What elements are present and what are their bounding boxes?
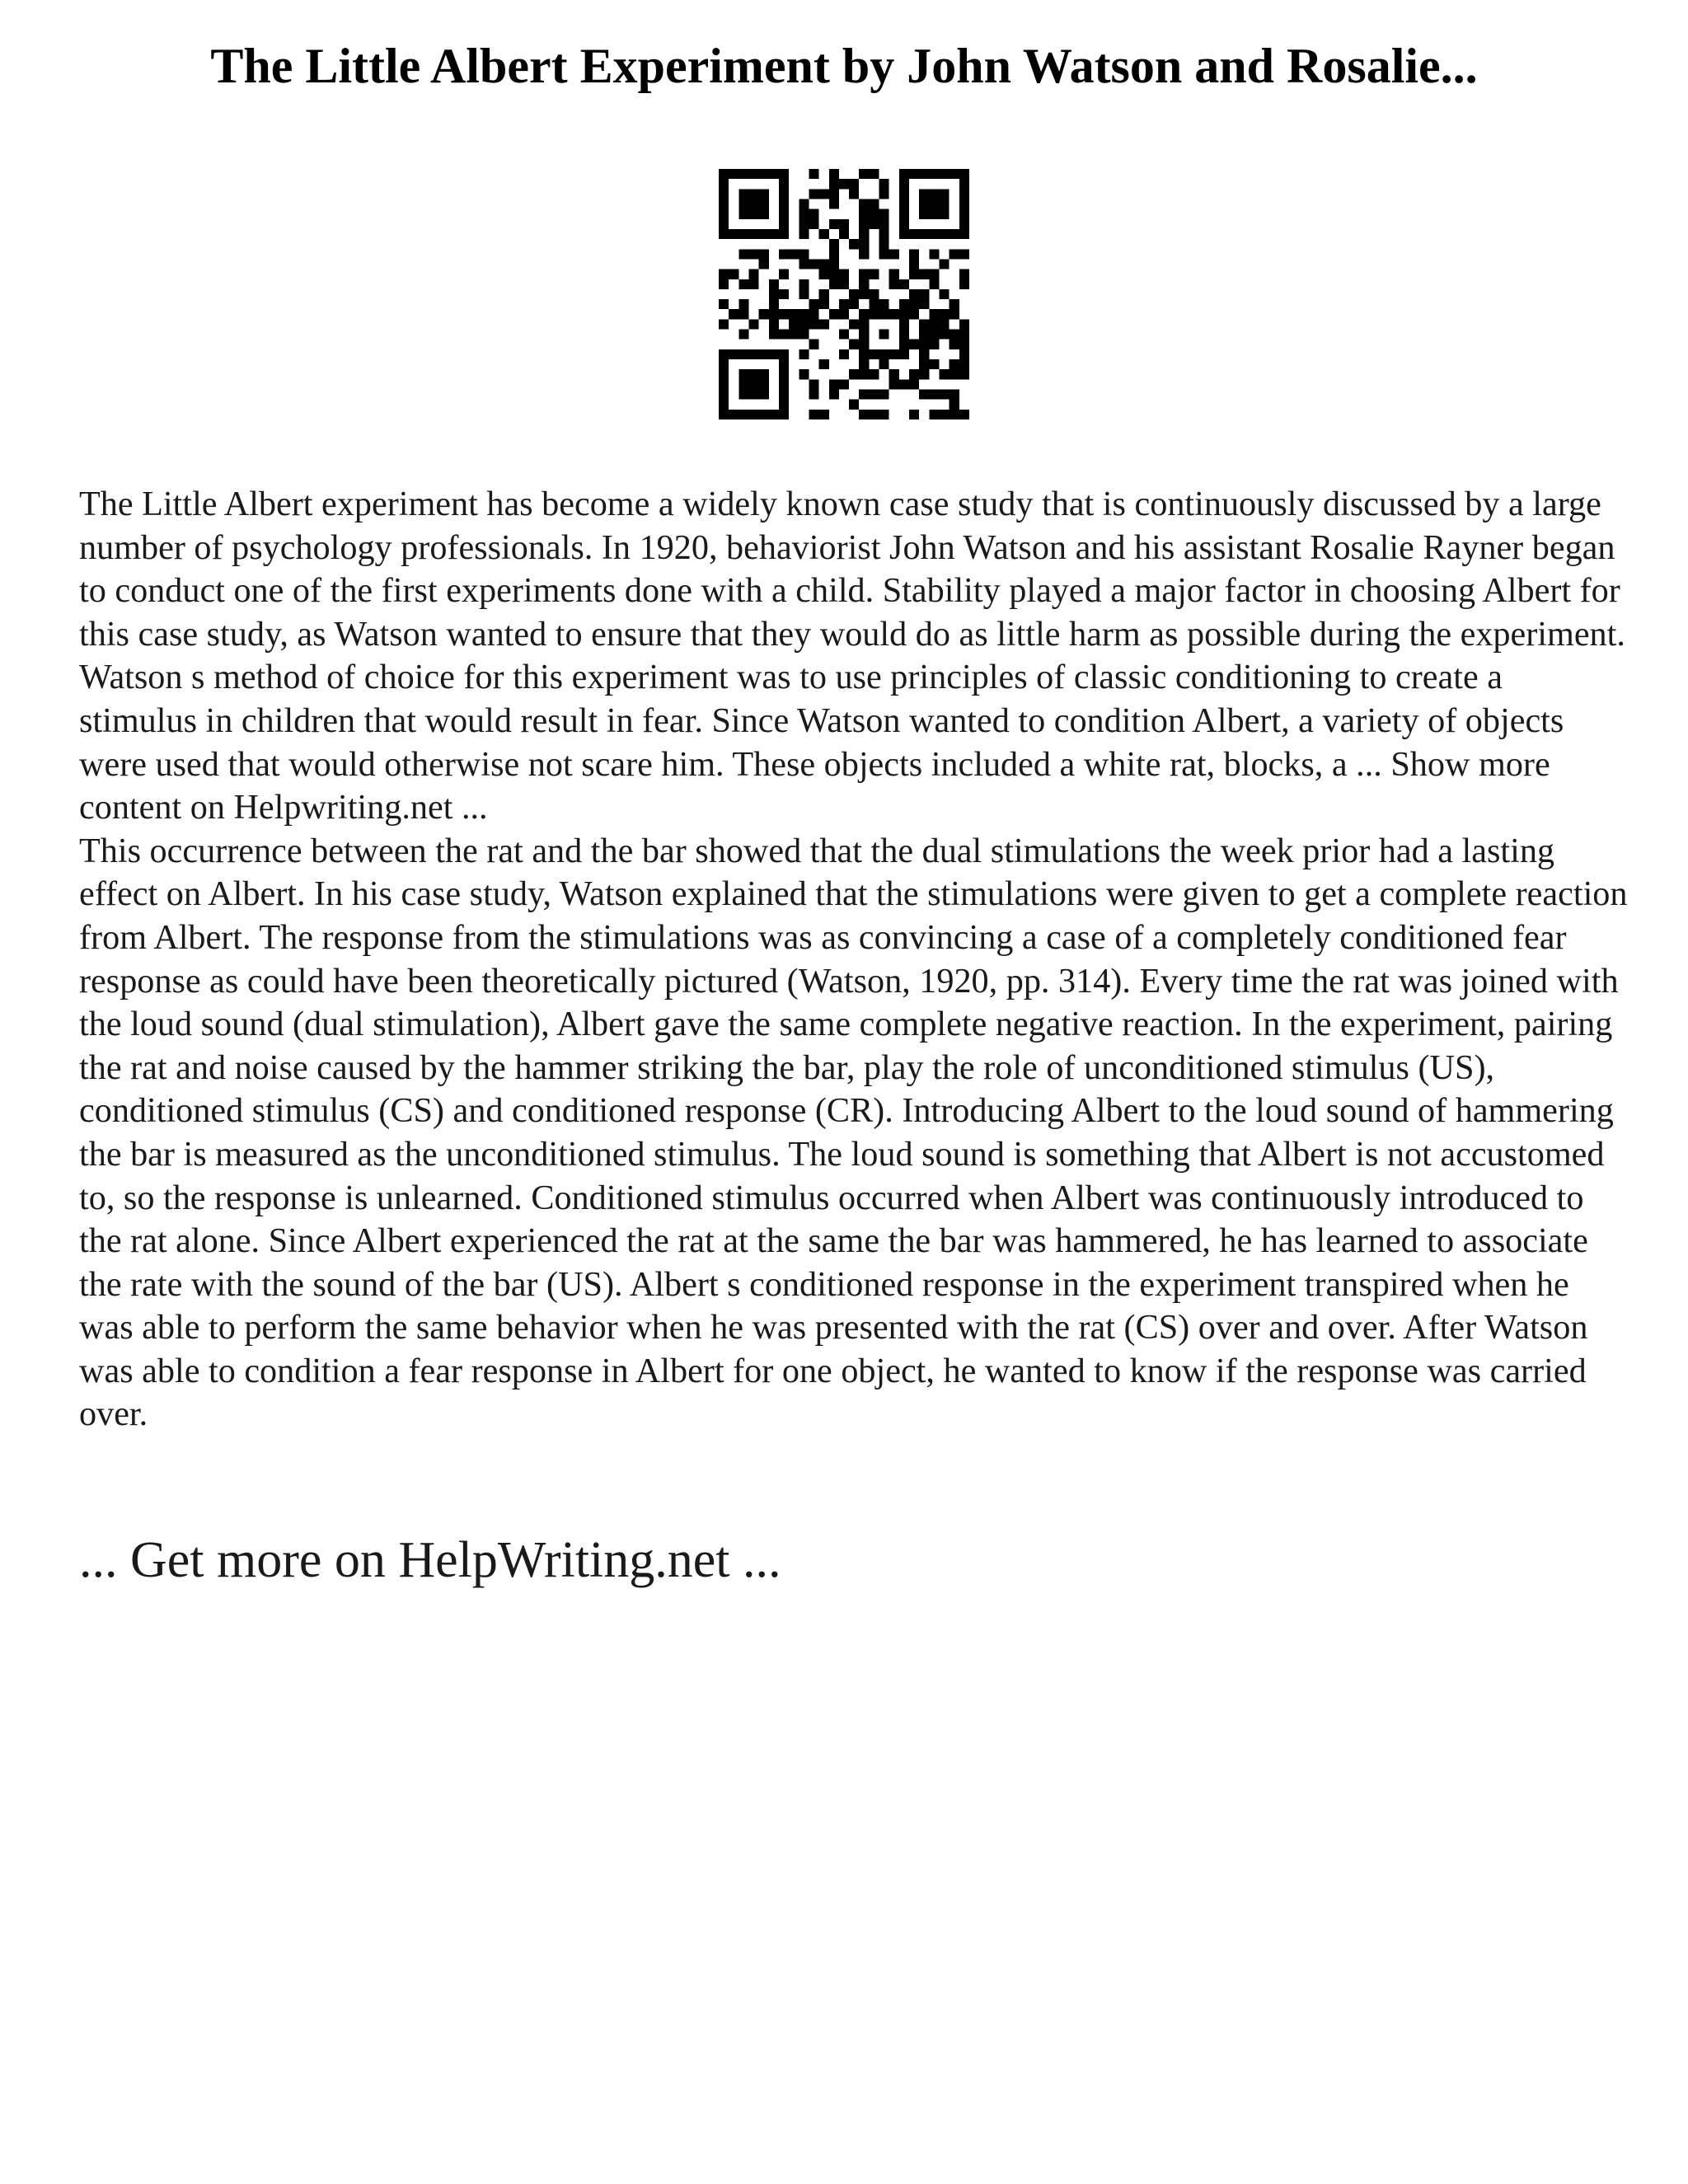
document-title: The Little Albert Experiment by John Watson and Rosalie... [210,39,1478,93]
article-paragraph: The Little Albert experiment has become a widely known case study that is continuously discussed by a large number of psychology professionals. In 1920, behaviorist John Watson and his assistant Rosalie Rayner began to conduct one of the first experiments done with a child. Stability played a major factor in choosing Albert for this case study, as Watson wanted to ensure that they would do as little harm as possible during the experiment. Watson s method of choice for this experiment was to use principles of classic conditioning to create a stimulus in children that would result in fear. Since Watson wanted to condition Albert, a variety of objects were used that would otherwise not scare him. These objects included a white rat, blocks, a ... Show more content on Helpwriting.net ... [79,485,1625,827]
article-paragraph: This occurrence between the rat and the bar showed that the dual stimulations the week prior had a lasting effect on Albert. In his case study, Watson explained that the stimulations were given to get a complete reaction from Albert. The response from the stimulations was as convincing a case of a completely conditioned fear response as could have been theoretically pictured (Watson, 1920, pp. 314). Every time the rat was joined with the loud sound (dual stimulation), Albert gave the same complete negative reaction. In the experiment, pairing the rat and noise caused by the hammer striking the bar, play the role of unconditioned stimulus (US), conditioned stimulus (CS) and conditioned response (CR). Introducing Albert to the loud sound of hammering the bar is measured as the unconditioned stimulus. The loud sound is something that Albert is not accustomed to, so the response is unlearned. Conditioned stimulus occurred when Albert was continuously introduced to the rat alone. Since Albert experienced the rat at the same the bar was hammered, he has learned to associate the rate with the sound of the bar (US). Albert s conditioned response in the experiment transpired when he was able to perform the same behavior when he was presented with the rat (CS) over and over. After Watson was able to condition a fear response in Albert for one object, he wanted to know if the response was carried over. [79,831,1628,1434]
article-body [79,483,1629,1436]
get-more-link[interactable]: ... Get more on HelpWriting.net ... [79,1532,781,1588]
qr-code-icon [719,169,969,419]
